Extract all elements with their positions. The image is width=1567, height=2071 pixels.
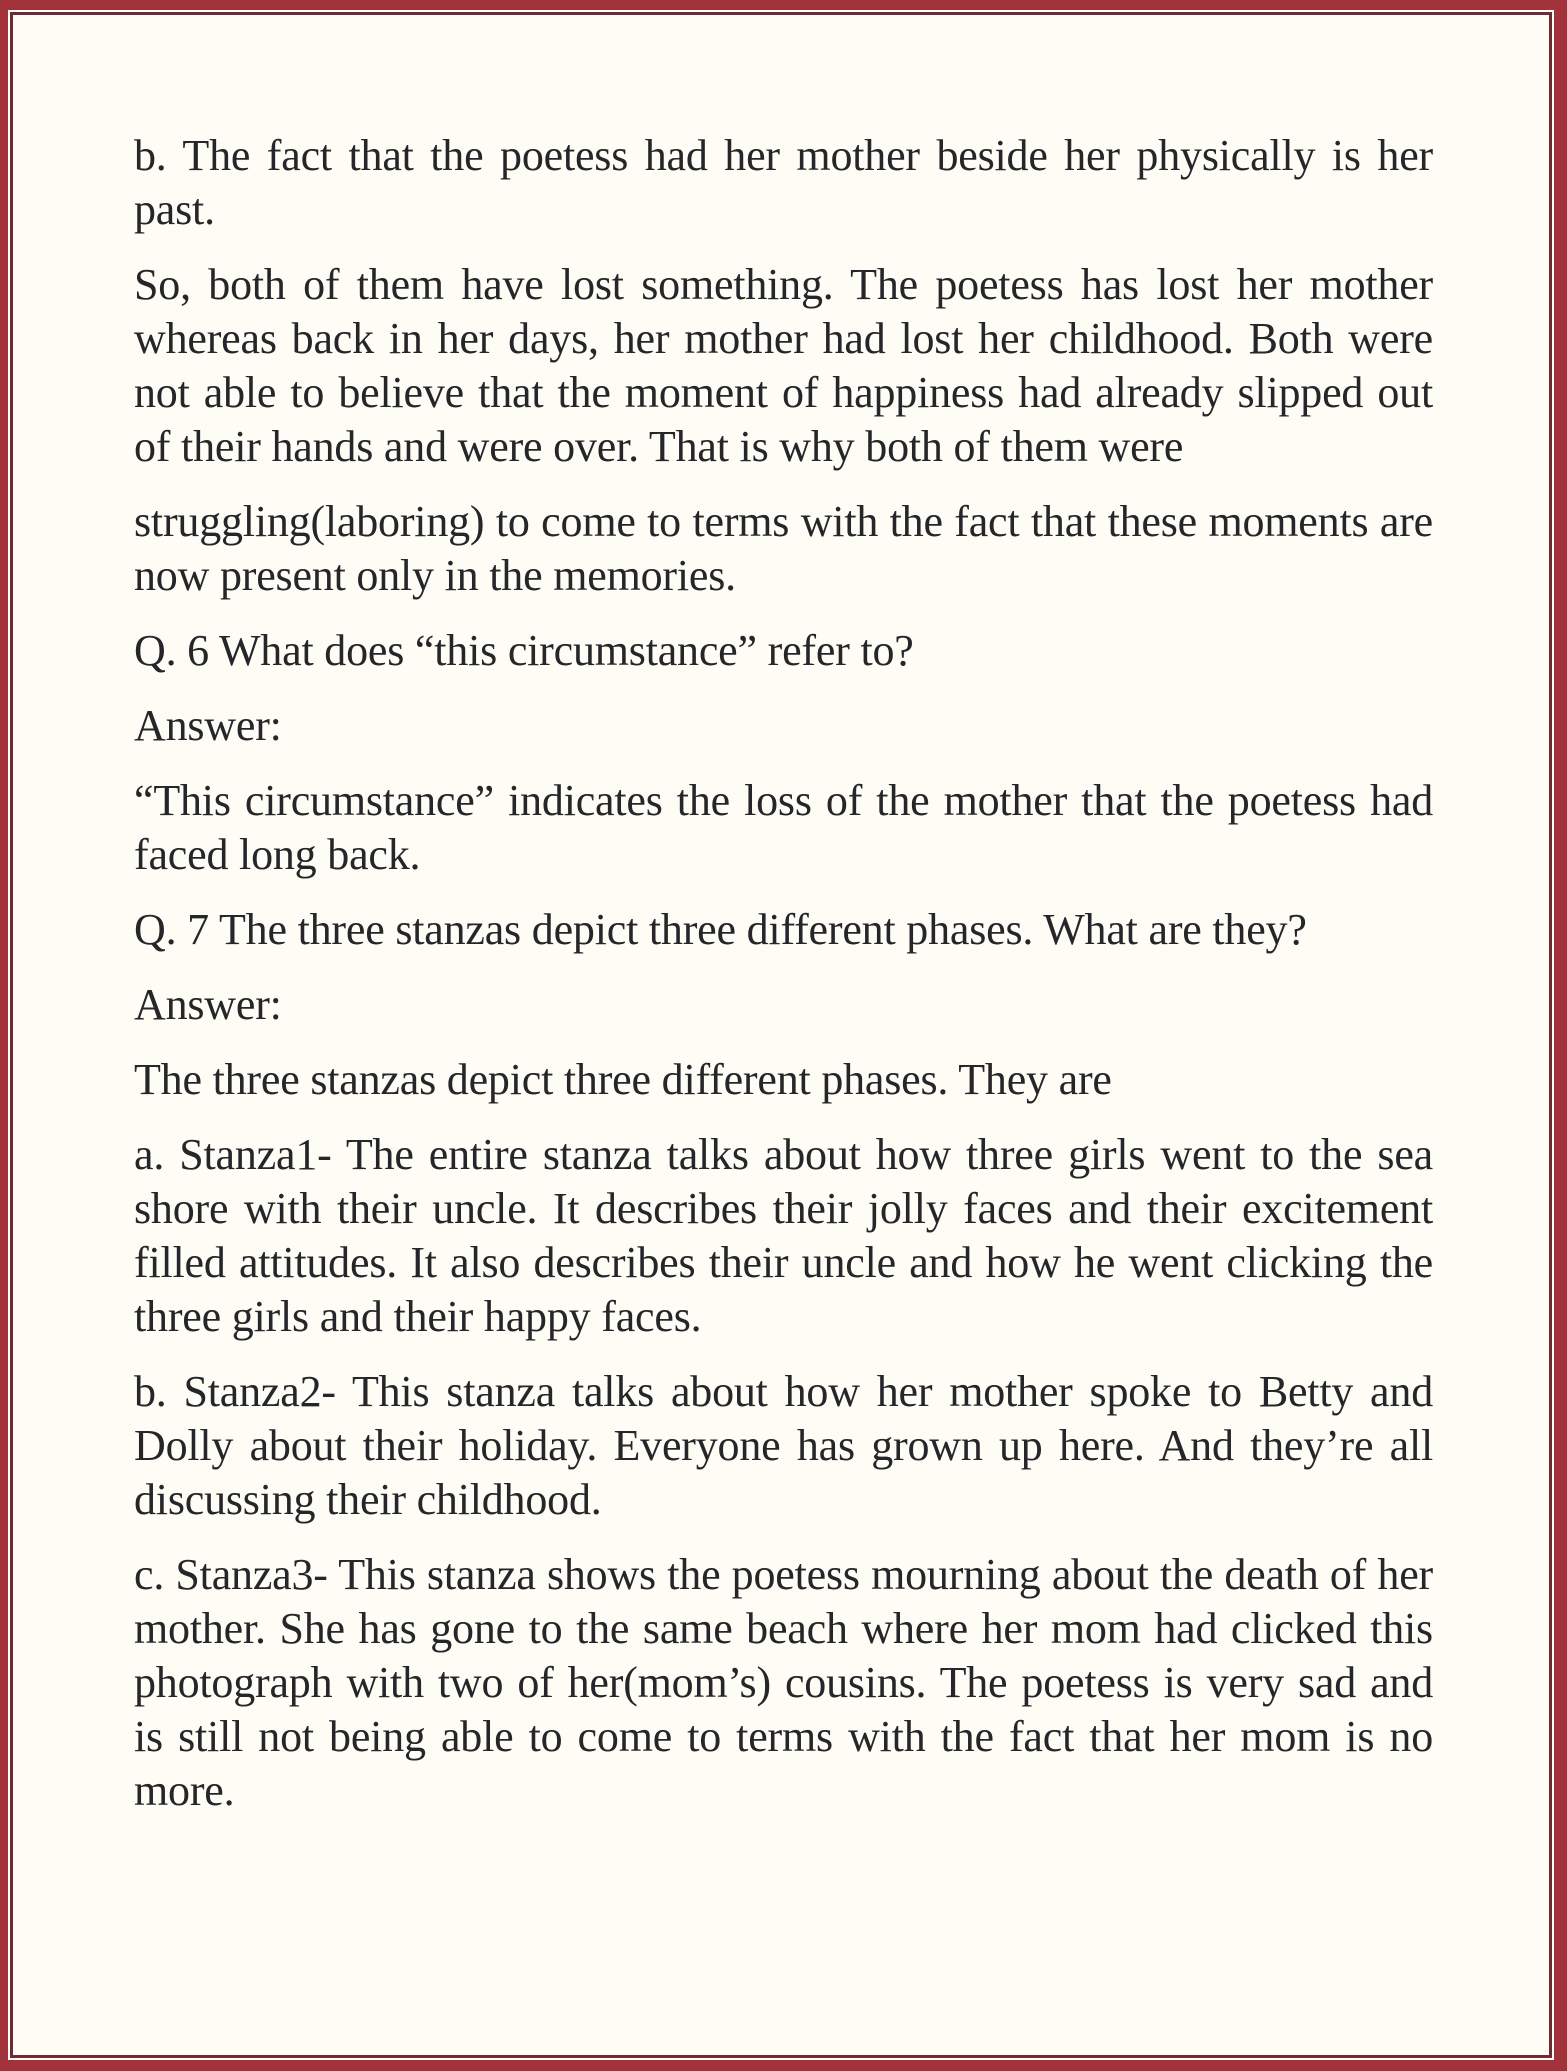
document-page [10, 12, 1552, 2058]
answer-point-b: b. The fact that the poetess had her mother beside her physically is her past. [134, 131, 1433, 234]
answer-q7-stanza3: c. Stanza3- This stanza shows the poetess mourning about the death of her mother. She has gone to the same beach where her mom had clicked this photograph with two of her(mom’s) cousins. The poetess is very sad and is still not being able to come to terms with the fact that her mom is no more. [134, 1550, 1433, 1815]
answer-label-q6: Answer: [134, 701, 282, 750]
page-border-gap [8, 10, 1554, 2060]
answer-q6: “This circumstance” indicates the loss of the mother that the poetess had faced long back. [134, 776, 1433, 879]
question-6: Q. 6 What does “this circumstance” refer to? [134, 626, 914, 675]
answer-explanation: So, both of them have lost something. The poetess has lost her mother whereas back in her days, her mother had lost her childhood. Both were not able to believe that the moment of happiness had already slipped out of their hands and were over. That is why both of them were [134, 260, 1433, 471]
answer-label-q7: Answer: [134, 980, 282, 1029]
answer-explanation-continued: struggling(laboring) to come to terms with the fact that these moments are now present only in the memories. [134, 497, 1433, 600]
question-7: Q. 7 The three stanzas depict three different phases. What are they? [134, 905, 1307, 954]
document-text-block [13, 15, 1549, 1818]
answer-q7-intro: The three stanzas depict three different phases. They are [134, 1055, 1112, 1104]
answer-q7-stanza1: a. Stanza1- The entire stanza talks about how three girls went to the sea shore with their uncle. It describes their jolly faces and their excitement filled attitudes. It also describes their uncle and how he went clicking the three girls and their happy faces. [134, 1130, 1433, 1341]
answer-q7-stanza2: b. Stanza2- This stanza talks about how her mother spoke to Betty and Dolly about their holiday. Everyone has grown up here. And they’re all discussing their childhood. [134, 1367, 1433, 1524]
